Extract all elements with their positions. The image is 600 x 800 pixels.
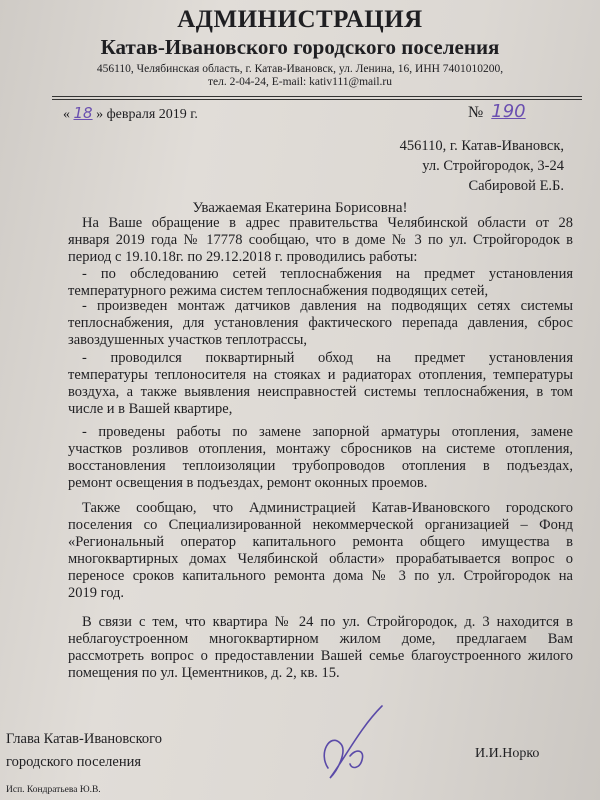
org-subtitle: Катав-Ивановского городского поселения — [100, 35, 500, 59]
header-divider — [52, 96, 582, 97]
signer-position: Глава Катав-Ивановского — [6, 731, 163, 747]
body-line: - по обследованию сетей теплоснабжения на предмет установления — [82, 266, 573, 282]
body-line: восстановления теплоизоляции трубопроводов отопления в подъездах, — [68, 458, 573, 474]
date-open-quote: « — [63, 107, 70, 122]
body-line: помещения по ул. Цементников, д. 2, кв. 15. — [68, 665, 340, 681]
body-line: На Ваше обращение в адрес правительства Челябинской области от 28 — [82, 215, 573, 231]
body-line: теплоснабжения, для установления фактического перепада давления, сброс — [68, 315, 573, 331]
letter-number — [468, 101, 526, 122]
org-title: АДМИНИСТРАЦИЯ — [177, 6, 423, 33]
body-line: «Региональный оператор капитального ремонта общего имущества в — [68, 534, 573, 550]
date-rest: » февраля 2019 г. — [96, 107, 198, 122]
greeting: Уважаемая Екатерина Борисовна! — [192, 200, 408, 216]
body-line: ремонт освещения в подъездах, ремонт оконных проемов. — [68, 475, 428, 491]
number-handwritten: 190 — [491, 101, 526, 122]
body-line: многоквартирных домах Челябинской области» прорабатывается вопрос о — [68, 551, 573, 567]
body-line: - проведены работы по замене запорной арматуры отопления, замене — [82, 424, 573, 440]
signer-name: И.И.Норко — [475, 746, 540, 761]
body-line: 2019 год. — [68, 585, 125, 601]
body-line: участков розливов отопления, монтажу сбросников на системе отопления, — [68, 441, 573, 457]
date-day-handwritten: 18 — [73, 104, 93, 122]
body-line: температуры теплоносителя на стояках и радиаторах отопления, температуры — [68, 367, 573, 383]
body-line: января 2019 года № 17778 сообщаю, что в доме № 3 по ул. Стройгородок в — [68, 232, 573, 248]
letter-date — [63, 104, 198, 123]
body-line: завоздушенных участков теплотрассы, — [68, 332, 308, 348]
body-line: В связи с тем, что квартира № 24 по ул. Стройгородок, д. 3 находится в — [82, 614, 573, 630]
recipient-line: ул. Стройгородок, 3-24 — [422, 158, 564, 174]
body-line: числе и в Вашей квартире, — [68, 401, 233, 417]
body-line: - проводился поквартирный обход на предмет установления — [82, 350, 573, 366]
body-line: - произведен монтаж датчиков давления на подводящих сетях системы — [82, 298, 573, 314]
signer-position-cont: городского поселения — [6, 754, 142, 770]
handwritten-signature — [310, 698, 390, 788]
recipient-line: 456110, г. Катав-Ивановск, — [399, 138, 564, 154]
header-divider-second — [52, 99, 582, 100]
body-line: неблагоустроенном многоквартирном жилом доме, предлагаем Вам — [68, 631, 573, 647]
number-label: № — [468, 104, 484, 121]
body-line: переносе сроков капитального ремонта дома № 3 по ул. Стройгородок на — [68, 568, 573, 584]
body-line: Также сообщаю, что Администрацией Катав-Ивановского городского — [82, 500, 573, 516]
body-line: рассмотреть вопрос о предоставлении Вашей семье благоустроенного жилого — [68, 648, 573, 664]
body-line: поселения со Специализированной некоммерческой организацией – Фонд — [68, 517, 573, 533]
org-address: 456110, Челябинская область, г. Катав-Ивановск, ул. Ленина, 16, ИНН 7401010200, — [96, 63, 504, 75]
recipient-name: Сабировой Е.Б. — [468, 178, 564, 194]
body-line: температурного режима систем теплоснабжения подводящих сетей, — [68, 283, 489, 299]
body-line: воздуха, а также выявления неисправностей системы теплоснабжения, в том — [68, 384, 573, 400]
org-contacts: тел. 2-04-24, E-mail: kativ111@mail.ru — [207, 76, 393, 88]
body-line: период с 19.10.18г. по 29.12.2018 г. проводились работы: — [68, 249, 418, 265]
executor-note: Исп. Кондратьева Ю.В. — [6, 785, 101, 795]
